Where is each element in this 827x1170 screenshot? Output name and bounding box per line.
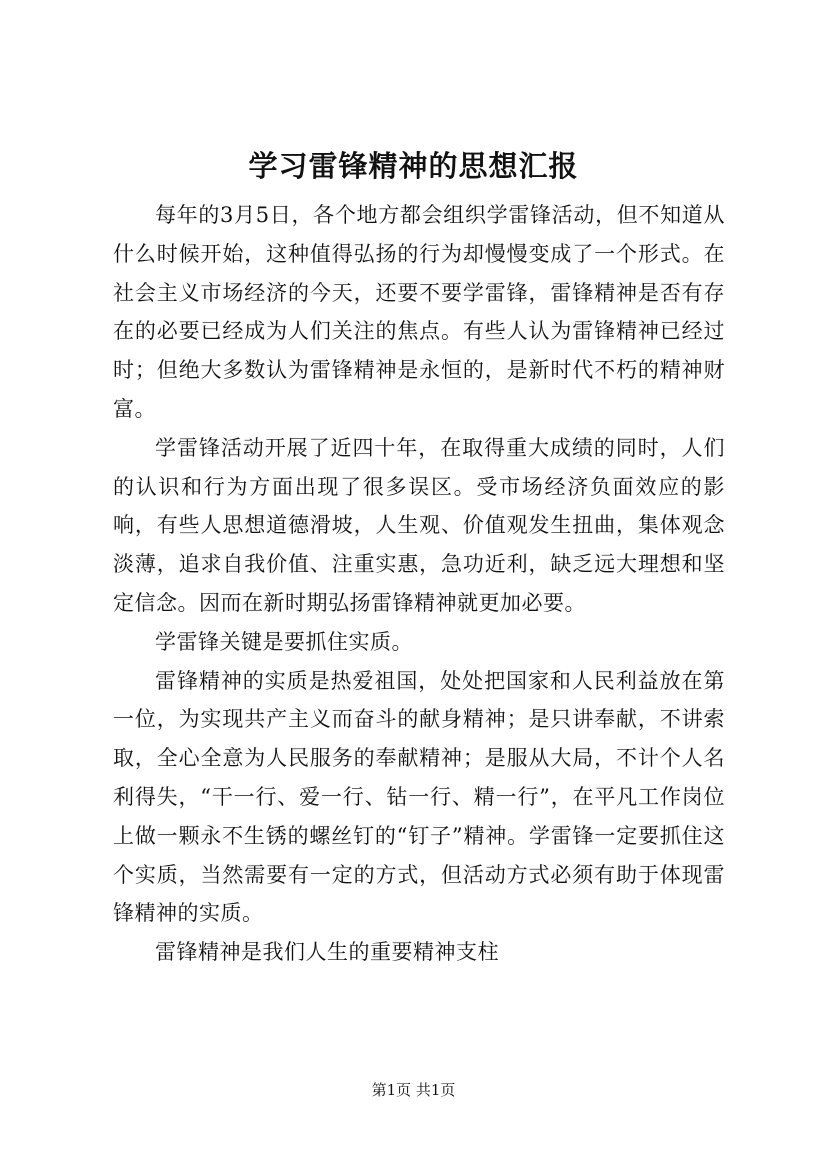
document-body [113,196,725,972]
paragraph-3: 学雷锋关键是要抓住实质。 [155,629,413,654]
document-title: 学习雷锋精神的思想汇报 [248,149,579,183]
page-footer: 第1页 共1页 [371,1081,456,1099]
paragraph-4: 雷锋精神的实质是热爱祖国，处处把国家和人民利益放在第一位，为实现共产主义而奋斗的献身精神；是只讲奉献，不讲索取，全心全意为人民服务的奉献精神；是服从大局，不计个人名利得失，“干一行、爱一行、钻一行、精一行”，在平凡工作岗位上做一颗永不生锈的螺丝钉的“钉子”精神。学雷锋一定要抓住这个实质，当然需要有一定的方式，但活动方式必须有助于体现雷锋精神的实质。 [113,668,725,926]
paragraph-2: 学雷锋活动开展了近四十年，在取得重大成绩的同时，人们的认识和行为方面出现了很多误区。受市场经济负面效应的影响，有些人思想道德滑坡，人生观、价值观发生扭曲，集体观念淡薄，追求自我价值、注重实惠，急功近利，缺乏远大理想和坚定信念。因而在新时期弘扬雷锋精神就更加必要。 [113,435,725,615]
paragraph-1: 每年的3月5日，各个地方都会组织学雷锋活动，但不知道从什么时候开始，这种值得弘扬的行为却慢慢变成了一个形式。在社会主义市场经济的今天，还要不要学雷锋，雷锋精神是否有存在的必要已经成为人们关注的焦点。有些人认为雷锋精神已经过时；但绝大多数认为雷锋精神是永恒的，是新时代不朽的精神财富。 [113,203,725,421]
paragraph-5: 雷锋精神是我们人生的重要精神支柱 [155,940,499,965]
